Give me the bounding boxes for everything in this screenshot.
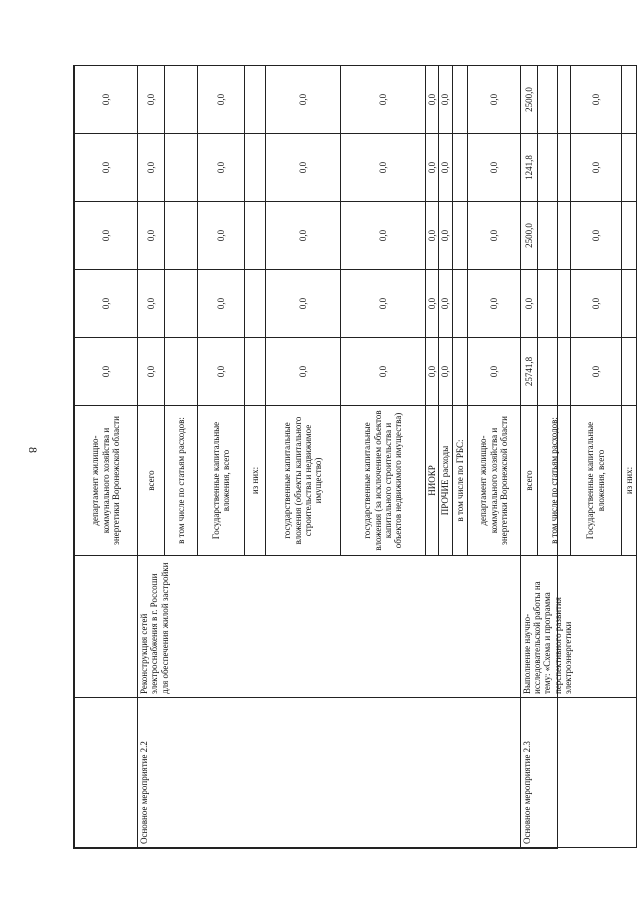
indicator-cell: государственные капитальные вложения (за исключением объектов капитального строительства и объектов недвижимого имущества) [341, 406, 426, 556]
value-cell [537, 202, 570, 270]
indicator-cell: из них: [621, 406, 636, 556]
value-cell: 0,0 [341, 270, 426, 338]
value-cell [452, 338, 467, 406]
value-cell [621, 134, 636, 202]
value-cell [621, 270, 636, 338]
indicator-cell: департамент жилищно-коммунального хозяйства и энергетики Воронежской области [75, 406, 138, 556]
value-cell: 2500,0 [520, 202, 537, 270]
name-cell-empty [75, 556, 138, 698]
indicator-cell: в том числе по статьям расходов: [537, 406, 570, 556]
value-cell: 0,0 [341, 66, 426, 134]
value-cell [452, 202, 467, 270]
page-number: 8 [26, 447, 40, 453]
value-cell: 0,0 [138, 270, 165, 338]
indicator-cell: из них: [245, 406, 266, 556]
value-cell: 0,0 [467, 270, 520, 338]
value-cell: 1241,8 [520, 134, 537, 202]
value-cell: 0,0 [520, 270, 537, 338]
value-cell: 0,0 [439, 338, 452, 406]
status-cell: Основное мероприятие 2.3 [520, 698, 636, 848]
value-cell: 0,0 [198, 134, 245, 202]
value-cell: 0,0 [198, 66, 245, 134]
value-cell: 0,0 [75, 270, 138, 338]
value-cell [245, 338, 266, 406]
value-cell: 0,0 [266, 66, 341, 134]
value-cell: 0,0 [75, 66, 138, 134]
budget-table-sheet [73, 65, 634, 849]
indicator-cell: НИОКР [426, 406, 439, 556]
value-cell: 0,0 [266, 270, 341, 338]
value-cell [165, 270, 198, 338]
value-cell [165, 66, 198, 134]
indicator-cell: в том числе по ГРБС: [452, 406, 467, 556]
value-cell: 25741,8 [520, 338, 537, 406]
value-cell [245, 66, 266, 134]
table-row [138, 66, 165, 848]
value-cell: 0,0 [75, 338, 138, 406]
value-cell: 0,0 [467, 134, 520, 202]
value-cell: 0,0 [467, 338, 520, 406]
value-cell [621, 66, 636, 134]
value-cell: 0,0 [75, 202, 138, 270]
value-cell: 0,0 [138, 202, 165, 270]
value-cell: 0,0 [426, 134, 439, 202]
value-cell: 0,0 [467, 66, 520, 134]
value-cell: 0,0 [439, 134, 452, 202]
value-cell: 0,0 [426, 338, 439, 406]
indicator-cell: ПРОЧИЕ расходы [439, 406, 452, 556]
event-name-cell: Выполнение научно-исследовательской работы на тему: «Схема и программа перспективного развития электроэнергетики [520, 556, 636, 698]
value-cell [621, 338, 636, 406]
indicator-cell: в том числе по статьям расходов: [165, 406, 198, 556]
status-cell: Основное мероприятие 2.2 [138, 698, 521, 848]
value-cell [165, 338, 198, 406]
value-cell: 0,0 [439, 202, 452, 270]
value-cell: 0,0 [439, 66, 452, 134]
value-cell: 0,0 [570, 134, 621, 202]
value-cell: 0,0 [138, 66, 165, 134]
value-cell: 0,0 [198, 338, 245, 406]
value-cell: 0,0 [426, 270, 439, 338]
value-cell [452, 134, 467, 202]
value-cell [537, 338, 570, 406]
status-cell-empty [75, 698, 138, 848]
event-name-cell: Реконструкция сетей электроснабжения в г. Россоши для обеспечения жилой застройки [138, 556, 521, 698]
table-row [75, 66, 138, 848]
value-cell [165, 202, 198, 270]
value-cell: 0,0 [341, 338, 426, 406]
value-cell [245, 202, 266, 270]
value-cell: 0,0 [426, 66, 439, 134]
value-cell: 0,0 [138, 338, 165, 406]
value-cell [537, 134, 570, 202]
value-cell: 0,0 [341, 134, 426, 202]
value-cell [537, 66, 570, 134]
value-cell: 0,0 [198, 270, 245, 338]
value-cell: 0,0 [467, 202, 520, 270]
budget-table [74, 65, 637, 848]
value-cell: 0,0 [439, 270, 452, 338]
value-cell: 0,0 [266, 202, 341, 270]
indicator-cell: департамент жилищно-коммунального хозяйства и энергетики Воронежской области [467, 406, 520, 556]
value-cell: 0,0 [266, 134, 341, 202]
value-cell [245, 270, 266, 338]
indicator-cell: государственные капитальные вложения (объекты капитального строительства и недвижимое имущество) [266, 406, 341, 556]
value-cell: 0,0 [198, 202, 245, 270]
value-cell: 0,0 [426, 202, 439, 270]
value-cell: 0,0 [570, 202, 621, 270]
value-cell [245, 134, 266, 202]
table-row [520, 66, 537, 848]
indicator-cell: Государственные капитальные вложения, всего [570, 406, 621, 556]
value-cell [537, 270, 570, 338]
value-cell: 0,0 [570, 338, 621, 406]
value-cell [621, 202, 636, 270]
value-cell [165, 134, 198, 202]
value-cell: 0,0 [341, 202, 426, 270]
indicator-cell: всего [520, 406, 537, 556]
indicator-cell: всего [138, 406, 165, 556]
value-cell: 2500,0 [520, 66, 537, 134]
value-cell: 0,0 [570, 66, 621, 134]
value-cell [452, 270, 467, 338]
value-cell: 0,0 [570, 270, 621, 338]
value-cell: 0,0 [75, 134, 138, 202]
value-cell: 0,0 [138, 134, 165, 202]
indicator-cell: Государственные капитальные вложения, всего [198, 406, 245, 556]
value-cell [452, 66, 467, 134]
value-cell: 0,0 [266, 338, 341, 406]
